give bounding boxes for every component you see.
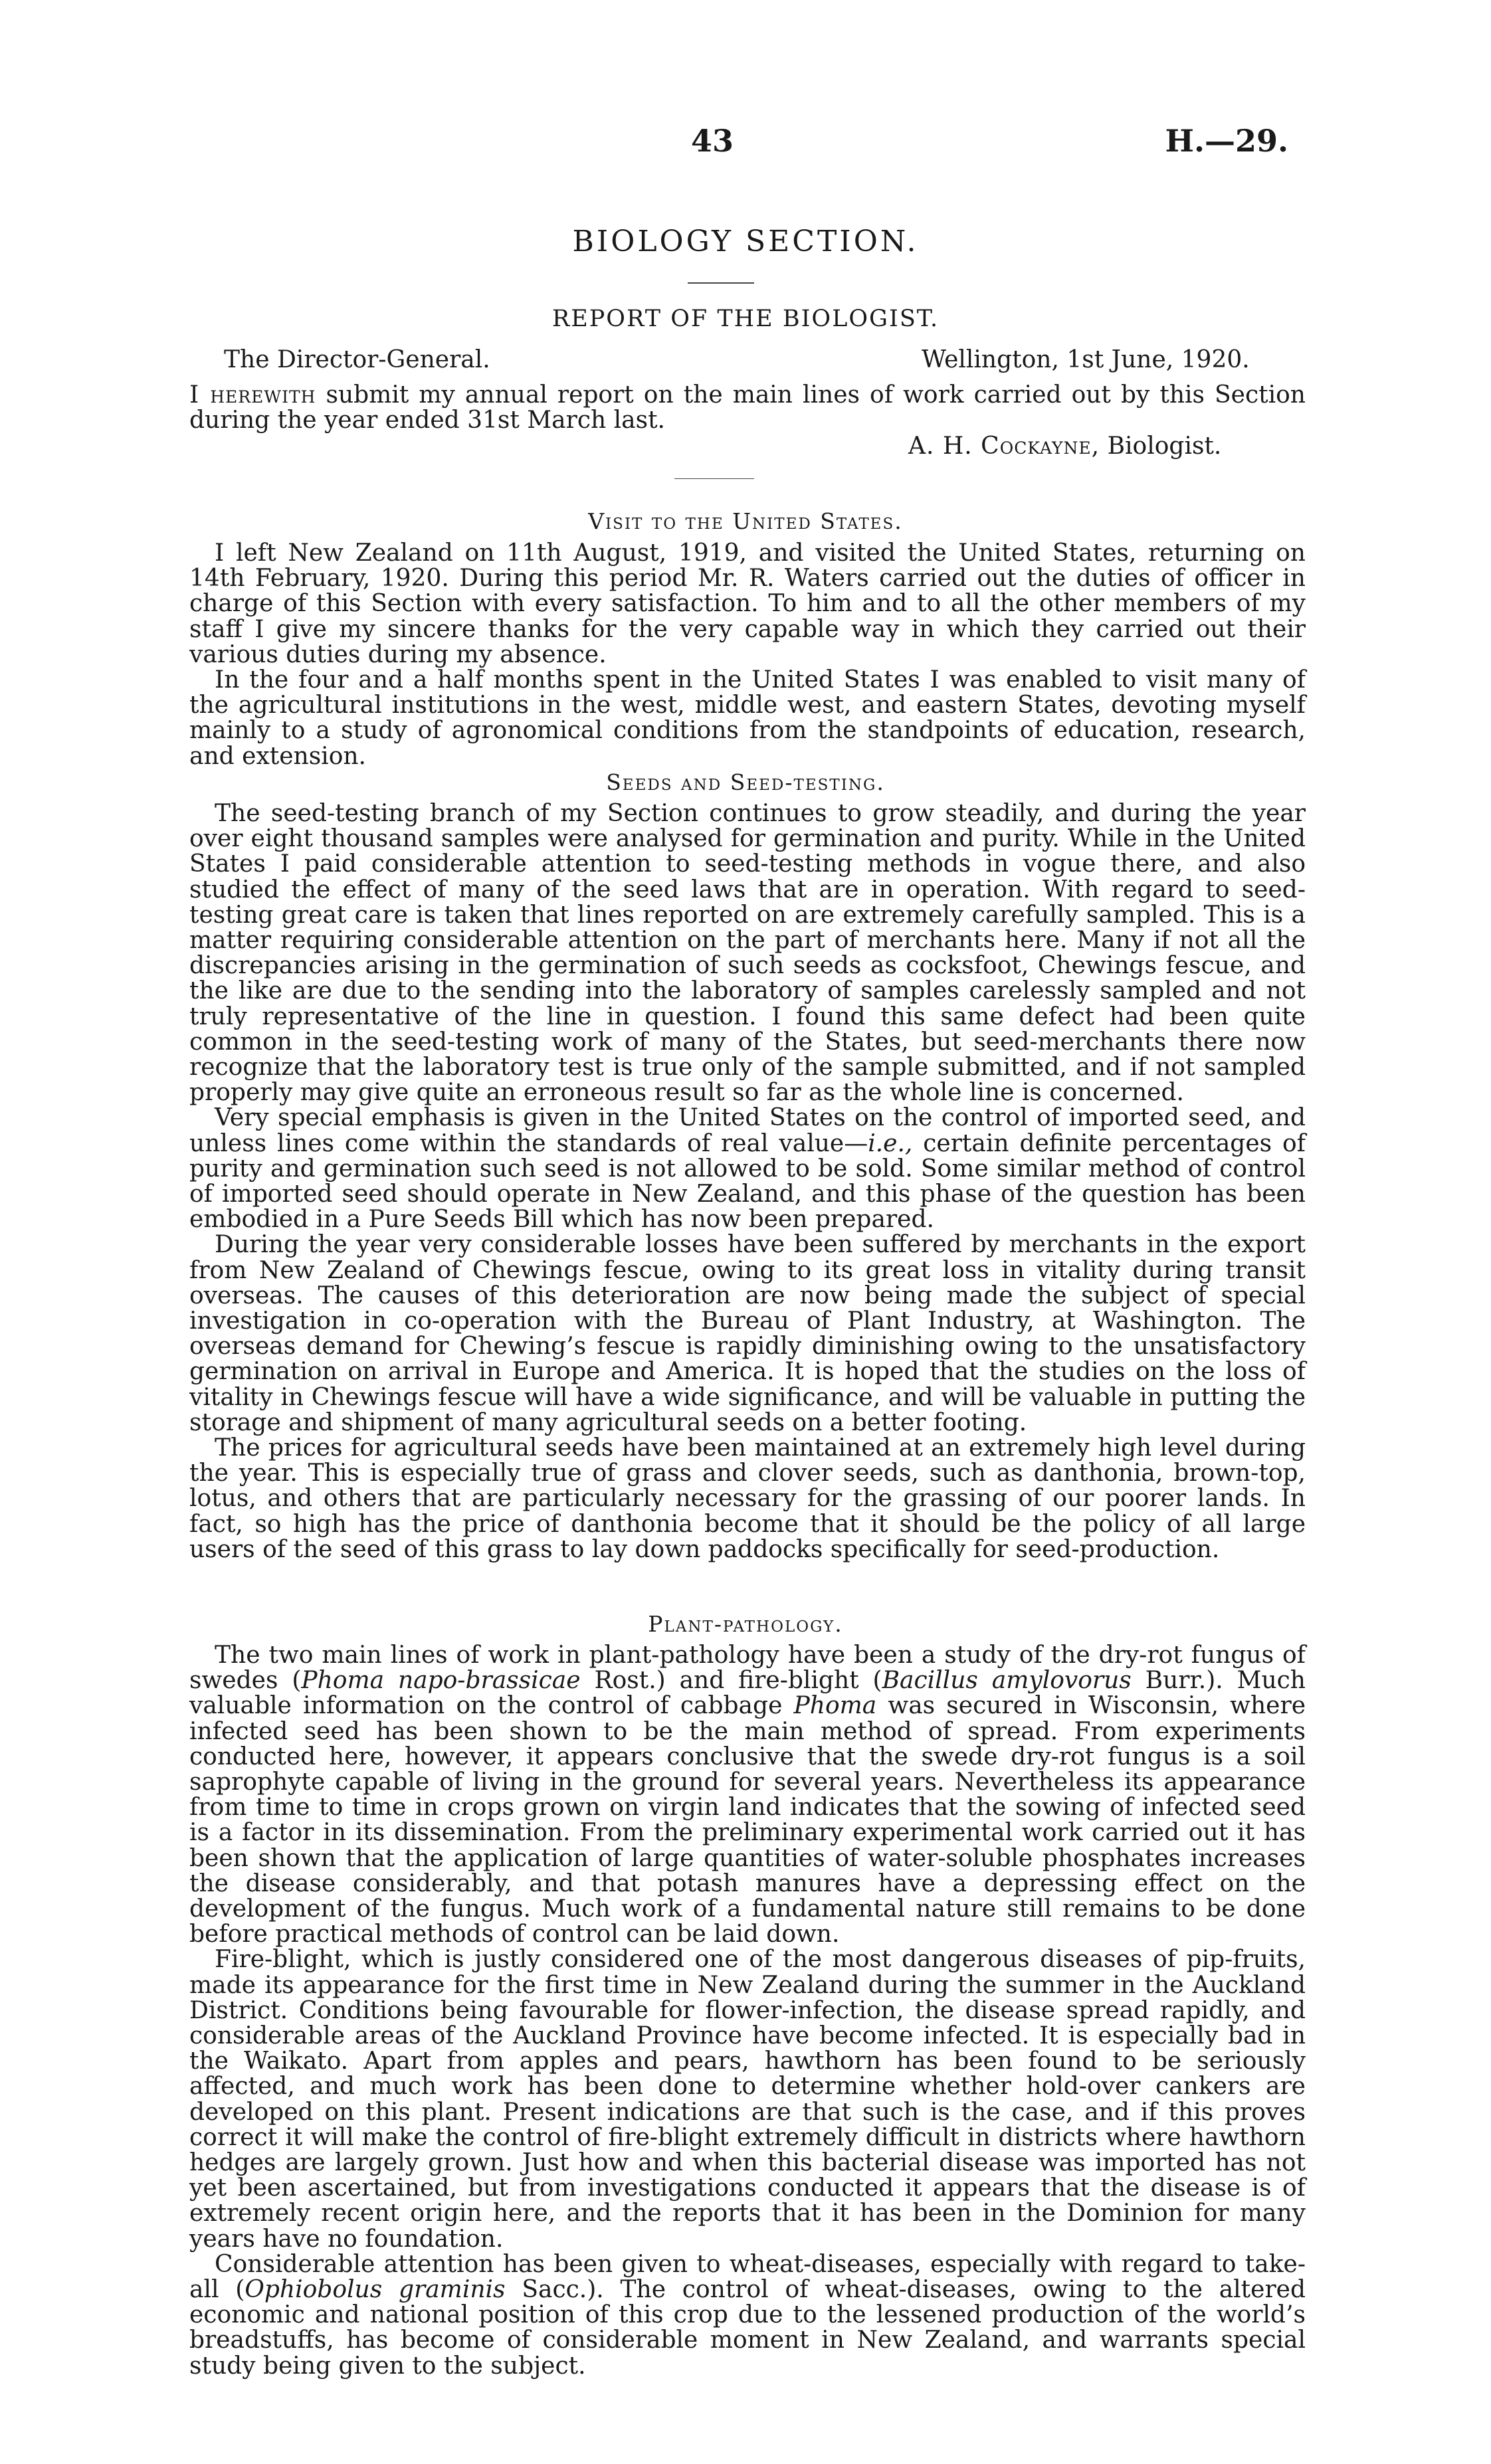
seeds-p2-text-b: certain definite percentages of purity and germination such seed is not allowed to be sold. Some similar method of control of imported seed should operate in New Zealand, and this phase of the question has been embodied in a Pure Seeds Bill which has now been prepared. <box>189 1129 1306 1234</box>
section-title: BIOLOGY SECTION. <box>572 225 919 258</box>
pathology-p3-text-b: Sacc.). The control of wheat-diseases, owing to the altered economic and national position of this crop due to the lessened production of the world’s breadstuffs, has become of considerable moment in New Zealand, and warrants special study being given to the subject. <box>189 2276 1306 2380</box>
seeds-paragraph-1: The seed-testing branch of my Section continues to grow steadily, and during the year over eight thousand samples were analysed for germination and purity. While in the United States I paid considerable attention to seed-testing methods in vogue there, and also studied the effect of many of the seed laws that are in operation. With regard to seed-testing great care is taken that lines reported on are extremely carefully sampled. This is a matter requiring considerable attention on the part of merchants here. Many if not all the discrepancies arising in the germination of such seeds as cocksfoot, Chewings fescue, and the like are due to the sending into the laboratory of samples carelessly sampled and not truly representative of the line in question. I found this same defect had been quite common in the seed-testing work of many of the States, but seed-merchants there now recognize that the laboratory test is true only of the sample submitted, and if not sampled properly may give quite an erroneous result so far as the whole line is concerned. <box>189 800 1306 1107</box>
pathology-p3-text-a: Considerable attention has been given to wheat-diseases, especially with regard to take-all ( <box>189 2250 1306 2304</box>
species-ophiobolus-graminis: Ophiobolus graminis <box>245 2276 506 2304</box>
visit-paragraph-1: I left New Zealand on 11th August, 1919, and visited the United States, returning on 14th February, 1920. During this period Mr. R. Waters carried out the duties of officer in charge of this Section with every satisfaction. To him and to all the other members of my staff I give my sincere thanks for the very capable way in which they carried out their various duties during my absence. <box>189 539 1306 668</box>
species-phoma-napo-brassicae: Phoma napo-brassicae <box>301 1667 581 1695</box>
heading-visit: Visit to the United States. <box>588 508 903 534</box>
signature-title: Biologist. <box>1100 432 1222 460</box>
intro-lead: I herewith <box>189 381 316 409</box>
genus-phoma: Phoma <box>793 1692 877 1720</box>
visit-paragraph-2: In the four and a half months spent in the United States I was enabled to visit many of the agricultural institutions in the west, middle west, and eastern States, devoting myself mainly to a study of agronomical conditions from the standpoints of education, research, and extension. <box>189 666 1306 770</box>
signature <box>908 432 1221 460</box>
page-number: 43 <box>691 123 734 159</box>
seeds-p2-ie: i.e., <box>868 1129 913 1157</box>
intro-paragraph <box>189 383 1306 433</box>
heading-pathology: Plant-pathology. <box>648 1611 843 1637</box>
pathology-paragraph-3 <box>189 2252 1306 2379</box>
seeds-paragraph-3: During the year very considerable losses have been suffered by merchants in the export from New Zealand of Chewings fescue, owing to its great loss in vitality during transit overseas. The causes of this deterioration are now being made the subject of special investigation in co-operation with the Bureau of Plant Industry, at Washington. The overseas demand for Chewing’s fescue is rapidly diminishing owing to the unsatisfactory germination on arrival in Europe and America. It is hoped that the studies on the loss of vitality in Chewings fescue will have a wide significance, and will be valuable in putting the storage and shipment of many agricultural seeds on a better footing. <box>189 1231 1306 1436</box>
species-bacillus-amylovorus: Bacillus amylovorus <box>882 1667 1132 1695</box>
section-visit <box>189 541 1306 769</box>
report-title: REPORT OF THE BIOLOGIST. <box>551 306 940 332</box>
seeds-paragraph-4: The prices for agricultural seeds have been maintained at an extremely high level during the year. This is especially true of grass and clover seeds, such as danthonia, brown-top, lotus, and others that are particularly necessary for the grassing of our poorer lands. In fact, so high has the price of danthonia become that it should be the policy of all large users of the seed of this grass to lay down paddocks specifically for seed-production. <box>189 1434 1306 1563</box>
pathology-p1-text-a: The two main lines of work in plant-pathology have been a study of the dry-rot fungus of swedes ( <box>189 1642 1306 1695</box>
section-seeds <box>189 801 1306 1563</box>
seeds-paragraph-2 <box>189 1105 1306 1232</box>
title-divider <box>688 282 754 284</box>
heading-seeds: Seeds and Seed-testing. <box>606 769 885 795</box>
document-reference: H.—29. <box>1165 123 1288 159</box>
pathology-paragraph-1 <box>189 1643 1306 1947</box>
intro-text: submit my annual report on the main lines of work carried out by this Section during the year ended 31st March last. <box>189 381 1306 434</box>
letter-divider <box>674 478 754 479</box>
pathology-p1-text-c: Burr.). Much valuable information on the control of cabbage <box>189 1667 1306 1720</box>
pathology-p1-text-d: was secured in Wisconsin, where infected seed has been shown to be the main method of spread. From experiments conducted here, however, it appears conclusive that the swede dry-rot fungus is a soil saprophyte capable of living in the ground for several years. Nevertheless its appearance from time to time in crops grown on virgin land indicates that the sowing of infected seed is a factor in its dissemination. From the preliminary experimental work carried out it has been shown that the application of large quantities of water-soluble phosphates increases the disease considerably, and that potash manures have a depressing effect on the development of the fungus. Much work of a fundamental nature still remains to be done before practical methods of control can be laid down. <box>189 1692 1306 1948</box>
addressee: The Director-General. <box>224 346 490 373</box>
signature-name: A. H. Cockayne, <box>908 432 1100 460</box>
section-pathology <box>189 1643 1306 2379</box>
pathology-paragraph-2: Fire-blight, which is justly considered one of the most dangerous diseases of pip-fruits, made its appearance for the first time in New Zealand during the summer in the Auckland District. Conditions being favourable for flower-infection, the disease spread rapidly, and considerable areas of the Auckland Province have become infected. It is especially bad in the Waikato. Apart from apples and pears, hawthorn has been found to be seriously affected, and much work has been done to determine whether hold-over cankers are developed on this plant. Present indications are that such is the case, and if this proves correct it will make the control of fire-blight extremely difficult in districts where hawthorn hedges are largely grown. Just how and when this bacterial disease was imported has not yet been ascertained, but from investigations conducted it appears that the disease is of extremely recent origin here, and the reports that it has been in the Dominion for many years have no foundation. <box>189 1946 1306 2253</box>
pathology-p1-text-b: Rost.) and fire-blight ( <box>580 1667 882 1695</box>
seeds-p2-text-a: Very special emphasis is given in the United States on the control of imported seed, and unless lines come within the standards of real value— <box>189 1104 1306 1157</box>
place-date: Wellington, 1st June, 1920. <box>922 346 1250 373</box>
